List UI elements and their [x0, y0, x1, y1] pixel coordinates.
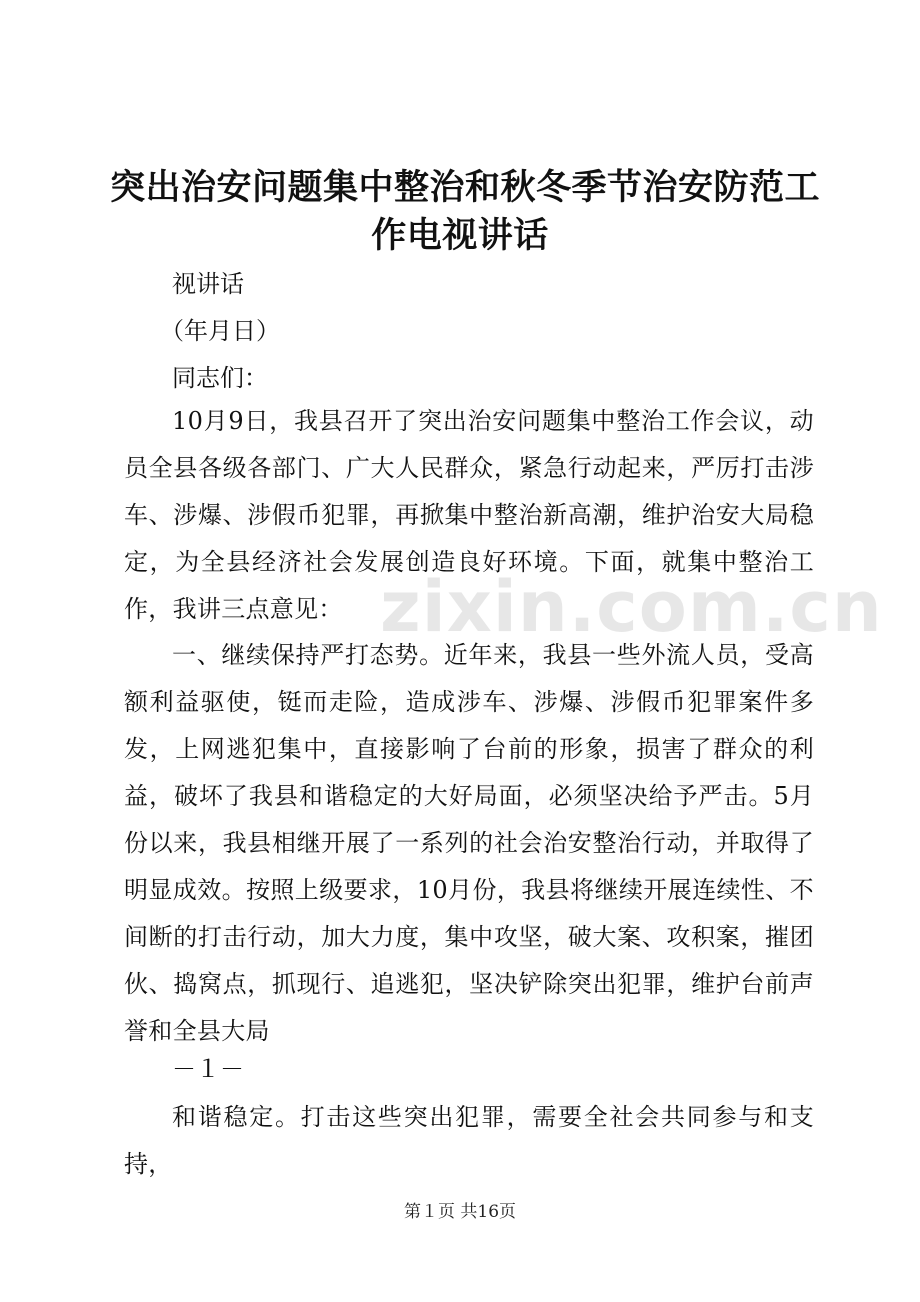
page-marker: －１－ — [172, 1055, 244, 1083]
paragraph-1: 10月9日，我县召开了突出治安问题集中整治工作会议，动员全县各级各部门、广大人民群众，紧急行动起来，严厉打击涉车、涉爆、涉假币犯罪，再掀集中整治新高潮，维护治安大局稳定，为全县经济社会发展创造良好环境。下面，就集中整治工作，我讲三点意见： — [124, 407, 814, 623]
date-line: （年月日） — [160, 317, 280, 345]
paragraph-3: 和谐稳定。打击这些突出犯罪，需要全社会共同参与和支持， — [124, 1103, 814, 1178]
page-footer: 第１页 共16页 — [403, 1202, 517, 1222]
paragraph-2: 一、继续保持严打态势。近年来，我县一些外流人员，受高额利益驱使，铤而走险，造成涉车、涉爆、涉假币犯罪案件多发，上网逃犯集中，直接影响了台前的形象，损害了群众的利益，破坏了我县和谐稳定的大好局面，必须坚决给予严击。5月份以来，我县相继开展了一系列的社会治安整治行动，并取得了明显成效。按照上级要求，10月份，我县将继续开展连续性、不间断的打击行动，加大力度，集中攻坚，破大案、攻积案，摧团伙、捣窝点，抓现行、追逃犯，坚决铲除突出犯罪，维护台前声誉和全县大局 — [124, 641, 814, 1045]
salutation: 同志们： — [172, 364, 268, 392]
watermark: zixin.com.cn — [380, 566, 883, 648]
document-title-line-2: 作电视讲话 — [371, 215, 549, 256]
document-title-line-1: 突出治安问题集中整治和秋冬季节治安防范工 — [110, 167, 821, 208]
subtitle: 视讲话 — [172, 270, 244, 298]
